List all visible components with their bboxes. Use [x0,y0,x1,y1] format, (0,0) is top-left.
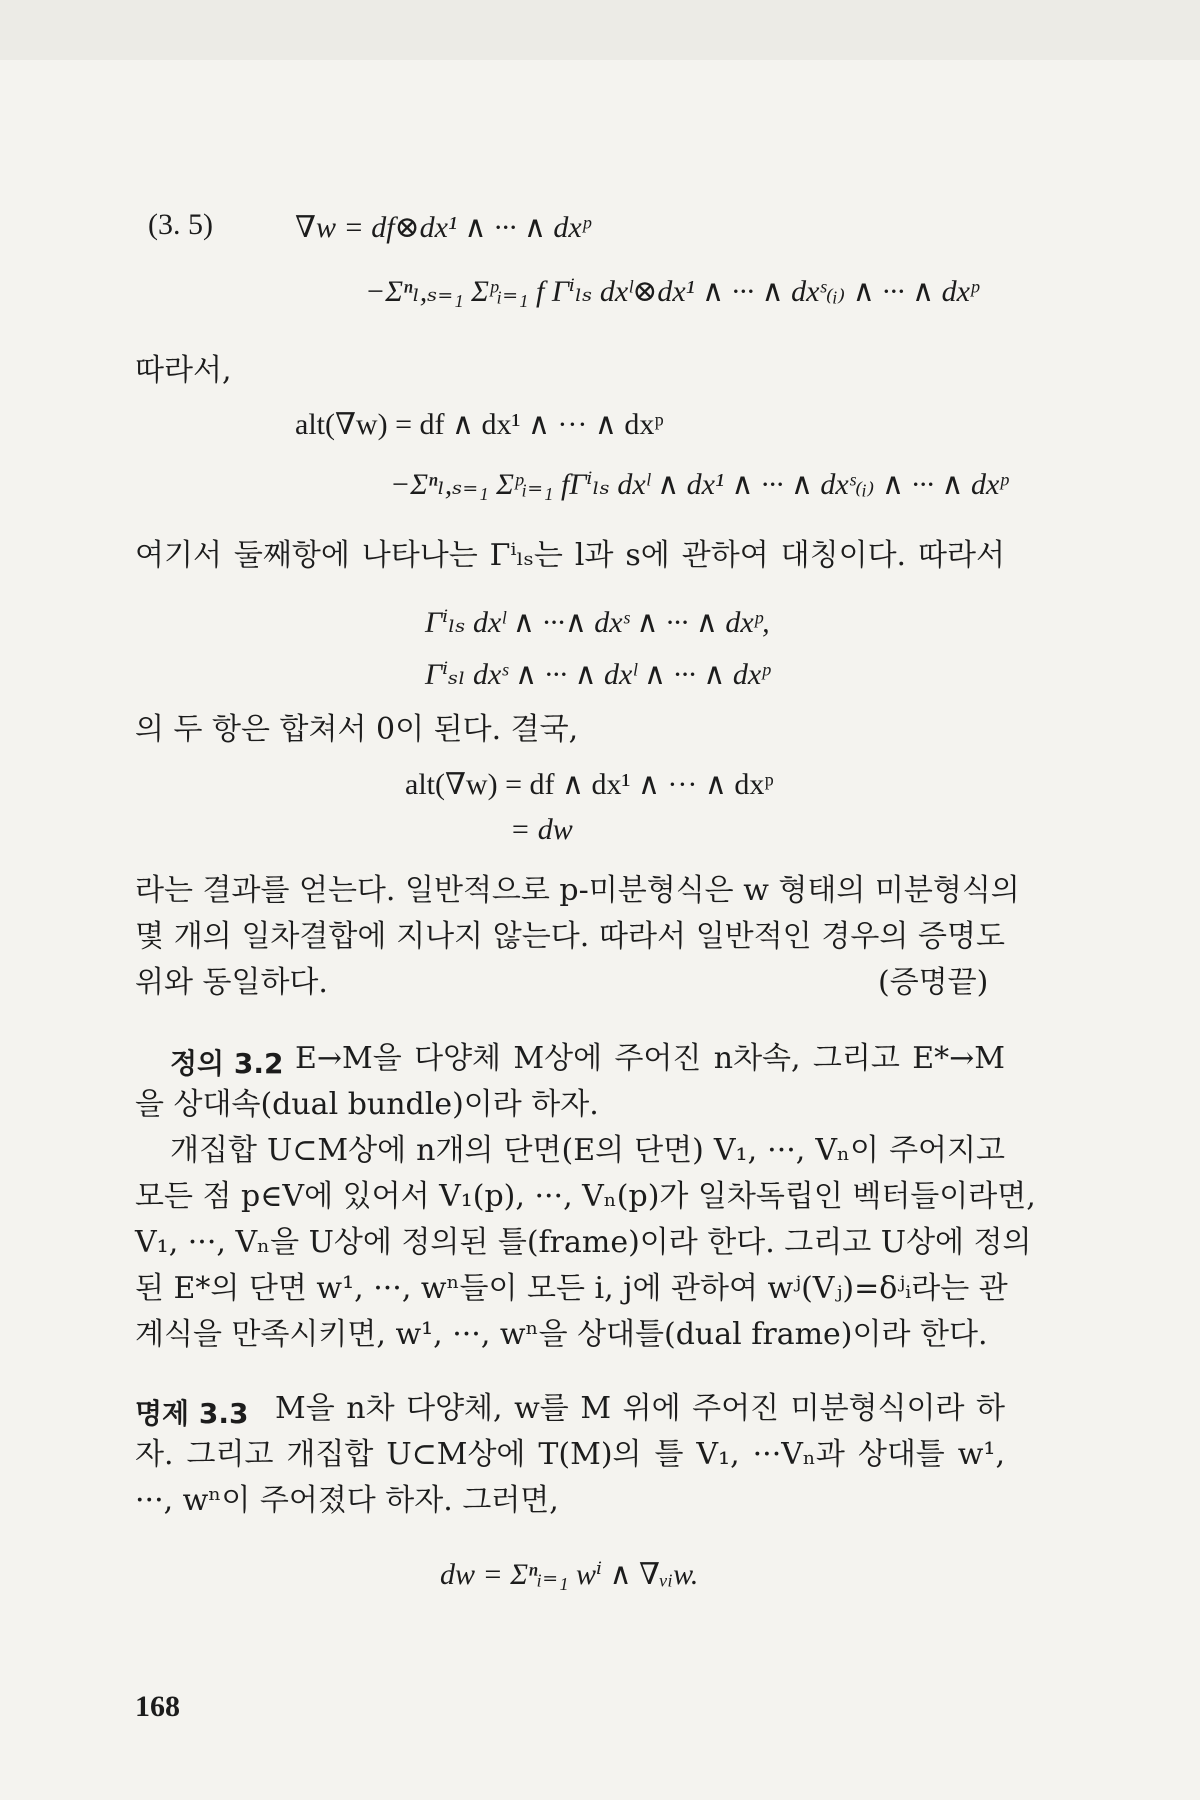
page-number: 168 [135,1690,180,1723]
equation-pair-line2: Γⁱₛₗ dxˢ ∧ ··· ∧ dxˡ ∧ ··· ∧ dxᵖ [425,658,770,691]
equation-3-5-line2: −Σⁿₗ,ₛ₌₁ Σᵖᵢ₌₁ f Γⁱₗₛ dxˡ⊗dx¹ ∧ ··· ∧ dxˢ₍ᵢ₎ ∧ ··· ∧ dxᵖ [365,275,979,308]
equation-alt2-line2: = dw [510,813,573,846]
equation-alt2-line1: alt(∇w) = df ∧ dx¹ ∧ ··· ∧ dxᵖ [405,768,774,801]
paragraph-line: 위와 동일하다. [135,965,328,1000]
proposition-line: 자. 그리고 개집합 U⊂M상에 T(M)의 틀 V₁, ···Vₙ과 상대틀 w¹, [135,1437,1005,1472]
paragraph-cancel: 의 두 항은 합쳐서 0이 된다. 결국, [135,712,579,747]
paragraph-symmetric: 여기서 둘째항에 나타나는 Γⁱₗₛ는 l과 s에 관하여 대칭이다. 따라서 [135,538,1005,573]
equation-alt-line1: alt(∇w) = df ∧ dx¹ ∧ ··· ∧ dxᵖ [295,408,664,441]
definition-line: 모든 점 p∈V에 있어서 V₁(p), ···, Vₙ(p)가 일차독립인 벡터들이라면, [135,1179,1036,1214]
equation-pair-line1: Γⁱₗₛ dxˡ ∧ ···∧ dxˢ ∧ ··· ∧ dxᵖ, [425,606,770,639]
equation-label: (3. 5) [148,208,213,241]
top-scan-shade [0,0,1200,60]
proposition-equation: dw = Σⁿᵢ₌₁ wⁱ ∧ ∇ᵥᵢw. [440,1558,699,1591]
definition-line: 을 상대속(dual bundle)이라 하자. [135,1087,599,1122]
paragraph-ttaraseo: 따라서, [135,353,232,388]
paragraph-line: 몇 개의 일차결합에 지나지 않는다. 따라서 일반적인 경우의 증명도 [135,919,1005,954]
equation-alt-line2: −Σⁿₗ,ₛ₌₁ Σᵖᵢ₌₁ fΓⁱₗₛ dxˡ ∧ dx¹ ∧ ··· ∧ dxˢ₍ᵢ₎ ∧ ··· ∧ dxᵖ [390,468,1008,501]
definition-line: 계식을 만족시키면, w¹, ···, wⁿ을 상대틀(dual frame)이라 한다. [135,1317,988,1352]
definition-line: V₁, ···, Vₙ을 U상에 정의된 틀(frame)이라 한다. 그리고 U상에 정의 [135,1225,1032,1260]
paragraph-line: 라는 결과를 얻는다. 일반적으로 p-미분형식은 w 형태의 미분형식의 [135,873,1020,908]
proposition-line: ···, wⁿ이 주어졌다 하자. 그러면, [135,1483,559,1518]
equation-3-5-line1: ∇w = df⊗dx¹ ∧ ··· ∧ dxᵖ [295,211,591,244]
proposition-label: 명제 3.3 [135,1397,249,1430]
proposition-line: M을 n차 다양체, w를 M 위에 주어진 미분형식이라 하 [275,1391,1005,1426]
proof-end-marker: (증명끝) [878,965,989,1000]
definition-line: 된 E*의 단면 w¹, ···, wⁿ들이 모든 i, j에 관하여 wʲ(Vⱼ)=δʲᵢ라는 관 [135,1271,1008,1306]
definition-line: E→M을 다양체 M상에 주어진 n차속, 그리고 E*→M [295,1041,1005,1076]
definition-label: 정의 3.2 [170,1047,284,1080]
definition-line: 개집합 U⊂M상에 n개의 단면(E의 단면) V₁, ···, Vₙ이 주어지고 [170,1133,1005,1168]
